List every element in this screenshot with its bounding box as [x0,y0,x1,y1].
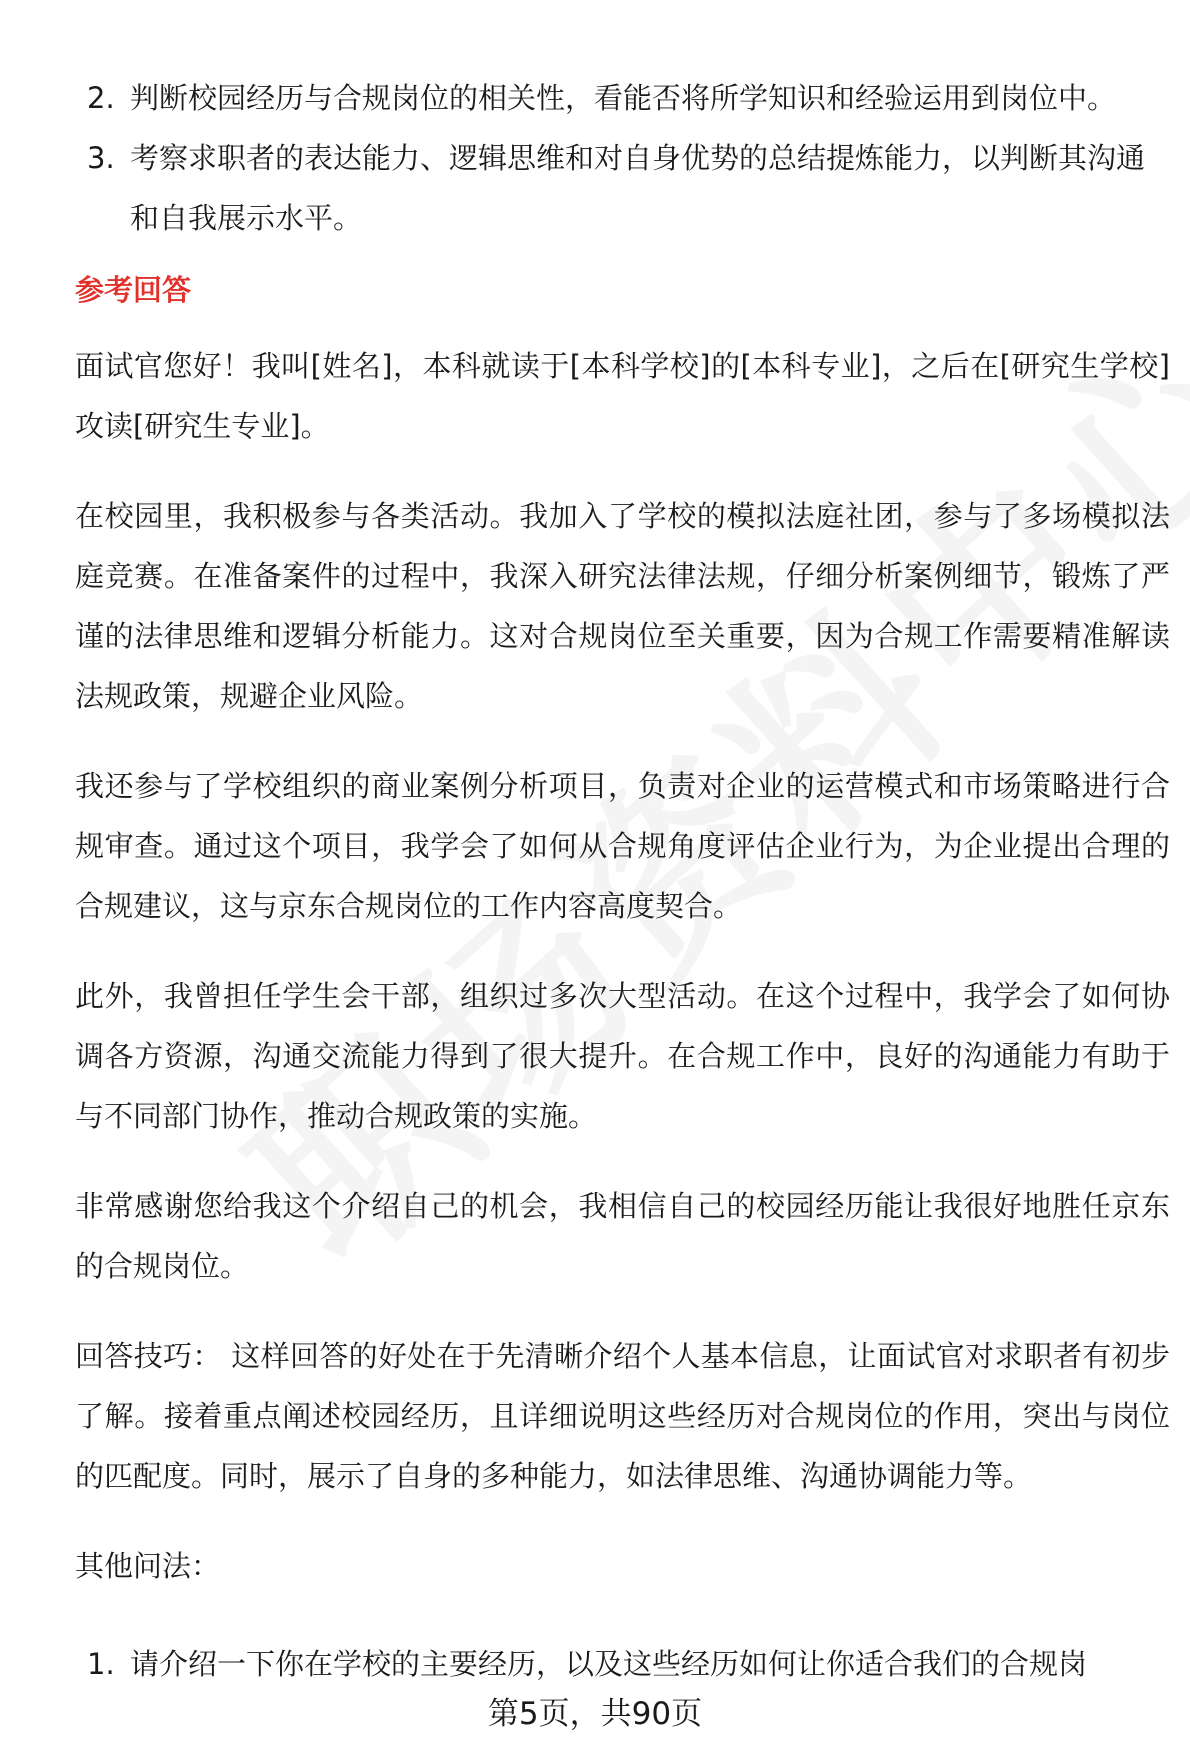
other-questions-label: 其他问法： [75,1549,221,1583]
list-number: 2. [87,81,115,115]
answer-paragraph: 在校园里，我积极参与各类活动。我加入了学校的模拟法庭社团，参与了多场模拟法庭竞赛。在准备案件的过程中，我深入研究法律法规，仔细分析案例细节，锻炼了严谨的法律思维和逻辑分析能力。这对合规岗位至关重要，因为合规工作需要精准解读法规政策，规避企业风险。 [75,499,1170,713]
list-item-text: 判断校园经历与合规岗位的相关性，看能否将所学知识和经验运用到岗位中。 [130,81,1117,115]
list-number: 3. [87,141,115,175]
page-content [75,68,1170,1694]
answer-paragraph: 我还参与了学校组织的商业案例分析项目，负责对企业的运营模式和市场策略进行合规审查。通过这个项目，我学会了如何从合规角度评估企业行为，为企业提出合理的合规建议，这与京东合规岗位的工作内容高度契合。 [75,769,1170,923]
list-number: 1. [87,1647,115,1681]
list-item [75,128,1170,248]
answer-paragraph: 此外，我曾担任学生会干部，组织过多次大型活动。在这个过程中，我学会了如何协调各方资源，沟通交流能力得到了很大提升。在合规工作中，良好的沟通能力有助于与不同部门协作，推动合规政策的实施。 [75,979,1170,1133]
page-footer: 第5页，共90页 [487,1696,703,1732]
list-item-text: 请介绍一下你在学校的主要经历，以及这些经历如何让你适合我们的合规岗 [130,1647,1088,1681]
other-questions-list [75,1634,1170,1694]
list-item [75,1634,1170,1694]
tips-paragraph: 回答技巧： 这样回答的好处在于先清晰介绍个人基本信息，让面试官对求职者有初步了解。接着重点阐述校园经历，且详细说明这些经历对合规岗位的作用，突出与岗位的匹配度。同时，展示了自身的多种能力，如法律思维、沟通协调能力等。 [75,1339,1170,1493]
reference-answer-heading: 参考回答 [75,273,192,307]
criteria-list [75,68,1170,248]
answer-paragraph: 面试官您好！我叫[姓名]，本科就读于[本科学校]的[本科专业]，之后在[研究生学校]攻读[研究生专业]。 [75,349,1170,443]
list-item-text: 考察求职者的表达能力、逻辑思维和对自身优势的总结提炼能力，以判断其沟通和自我展示水平。 [130,141,1146,235]
answer-paragraph: 非常感谢您给我这个介绍自己的机会，我相信自己的校园经历能让我很好地胜任京东的合规岗位。 [75,1189,1170,1283]
list-item [75,68,1170,128]
